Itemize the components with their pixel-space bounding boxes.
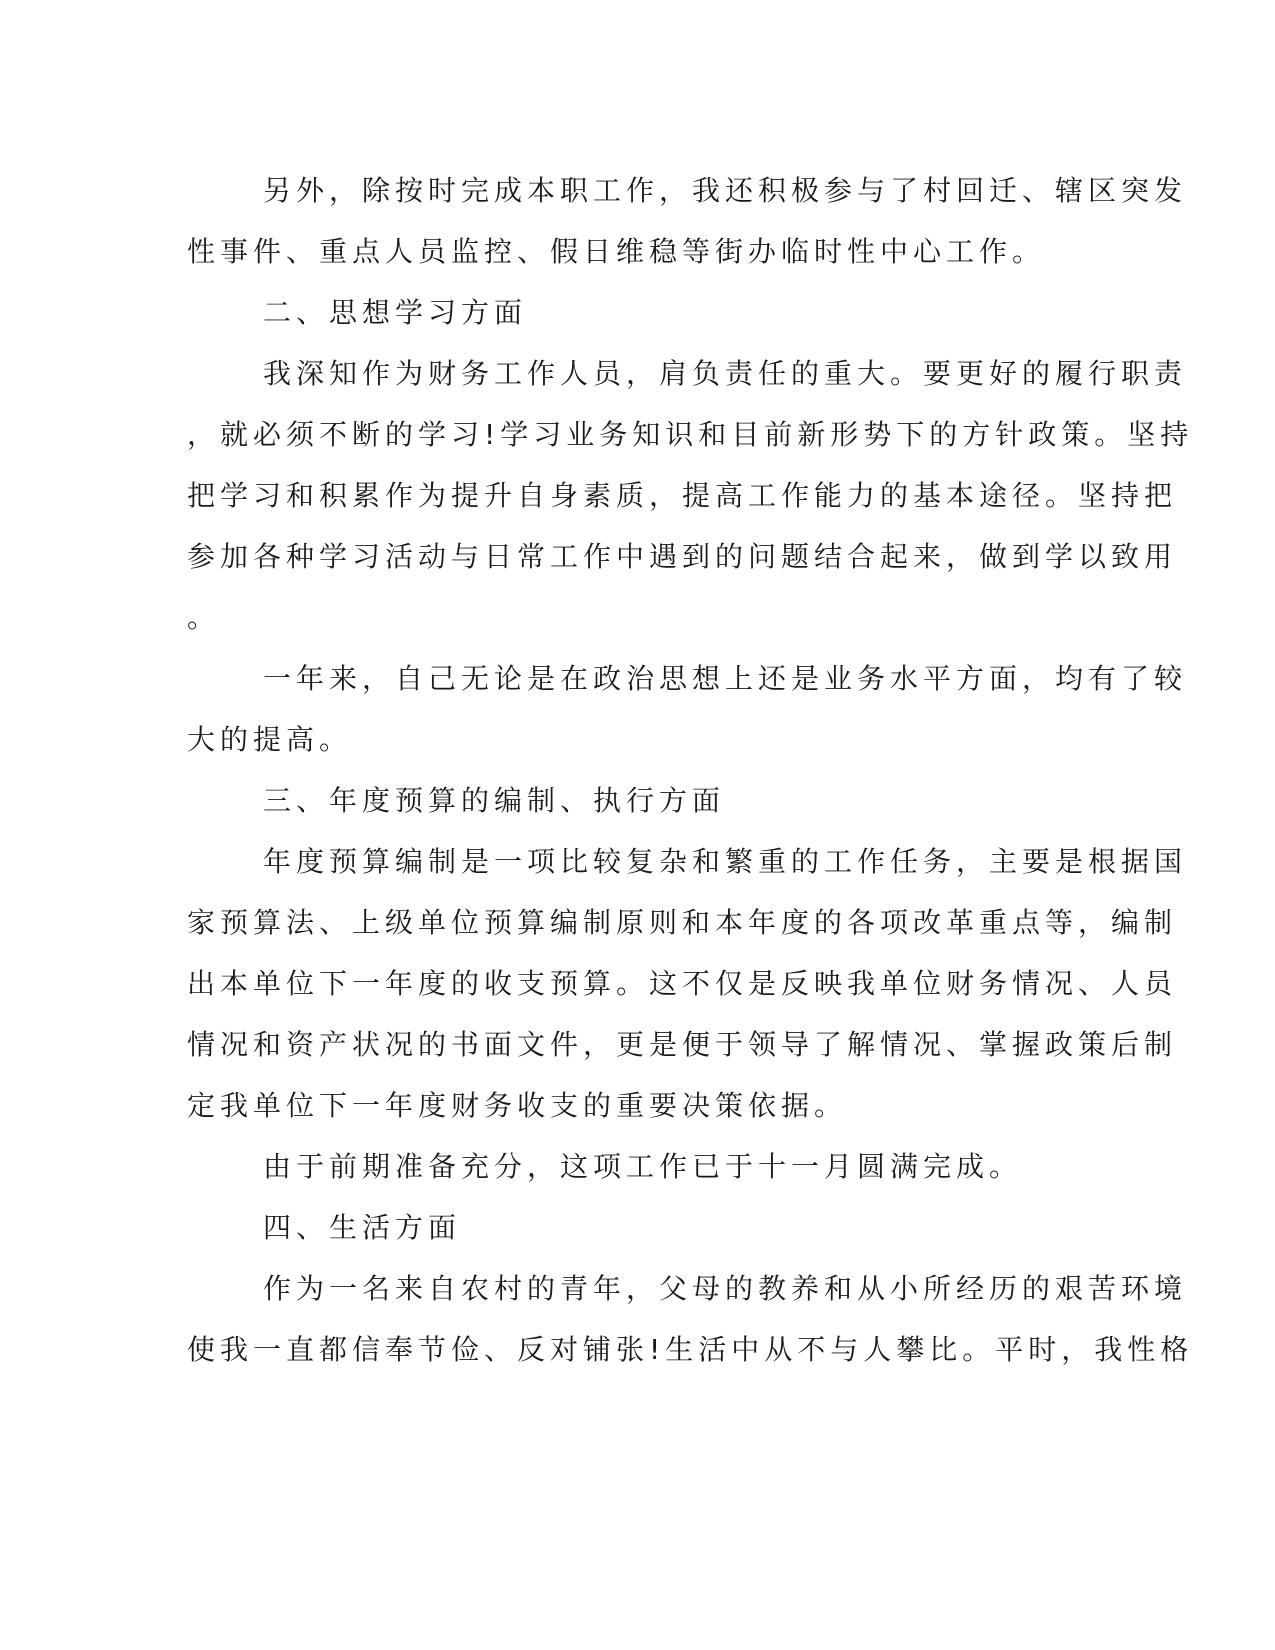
text-line: 另外，除按时完成本职工作，我还积极参与了村回迁、辖区突发 (263, 174, 1188, 207)
text-line: 作为一名来自农村的青年，父母的教养和从小所经历的艰苦环境 (263, 1272, 1188, 1305)
text-line: 性事件、重点人员监控、假日维稳等街办临时性中心工作。 (187, 235, 1046, 268)
text-line: 二、思想学习方面 (263, 296, 528, 329)
text-line: 情况和资产状况的书面文件，更是便于领导了解情况、掌握政策后制 (187, 1028, 1178, 1061)
text-line: 使我一直都信奉节俭、反对铺张!生活中从不与人攀比。平时，我性格 (187, 1333, 1194, 1366)
text-line: 三、年度预算的编制、执行方面 (263, 784, 726, 817)
text-line: 大的提高。 (187, 723, 353, 756)
document-body (187, 160, 1194, 1380)
text-line: ，就必须不断的学习!学习业务知识和目前新形势下的方针政策。坚持 (187, 418, 1194, 451)
text-line: 我深知作为财务工作人员，肩负责任的重大。要更好的履行职责 (263, 357, 1188, 390)
text-line: 家预算法、上级单位预算编制原则和本年度的各项改革重点等，编制 (187, 906, 1178, 939)
text-line: 定我单位下一年度财务收支的重要决策依据。 (187, 1089, 848, 1122)
text-line: 出本单位下一年度的收支预算。这不仅是反映我单位财务情况、人员 (187, 967, 1178, 1000)
text-line: 由于前期准备充分，这项工作已于十一月圆满完成。 (263, 1150, 1023, 1183)
text-line: 参加各种学习活动与日常工作中遇到的问题结合起来，做到学以致用 (187, 540, 1178, 573)
text-line: 年度预算编制是一项比较复杂和繁重的工作任务，主要是根据国 (263, 845, 1188, 878)
text-line: 四、生活方面 (263, 1211, 462, 1244)
text-line: 把学习和积累作为提升自身素质，提高工作能力的基本途径。坚持把 (187, 479, 1178, 512)
text-line: 。 (187, 601, 221, 634)
text-line: 一年来，自己无论是在政治思想上还是业务水平方面，均有了较 (263, 662, 1188, 695)
